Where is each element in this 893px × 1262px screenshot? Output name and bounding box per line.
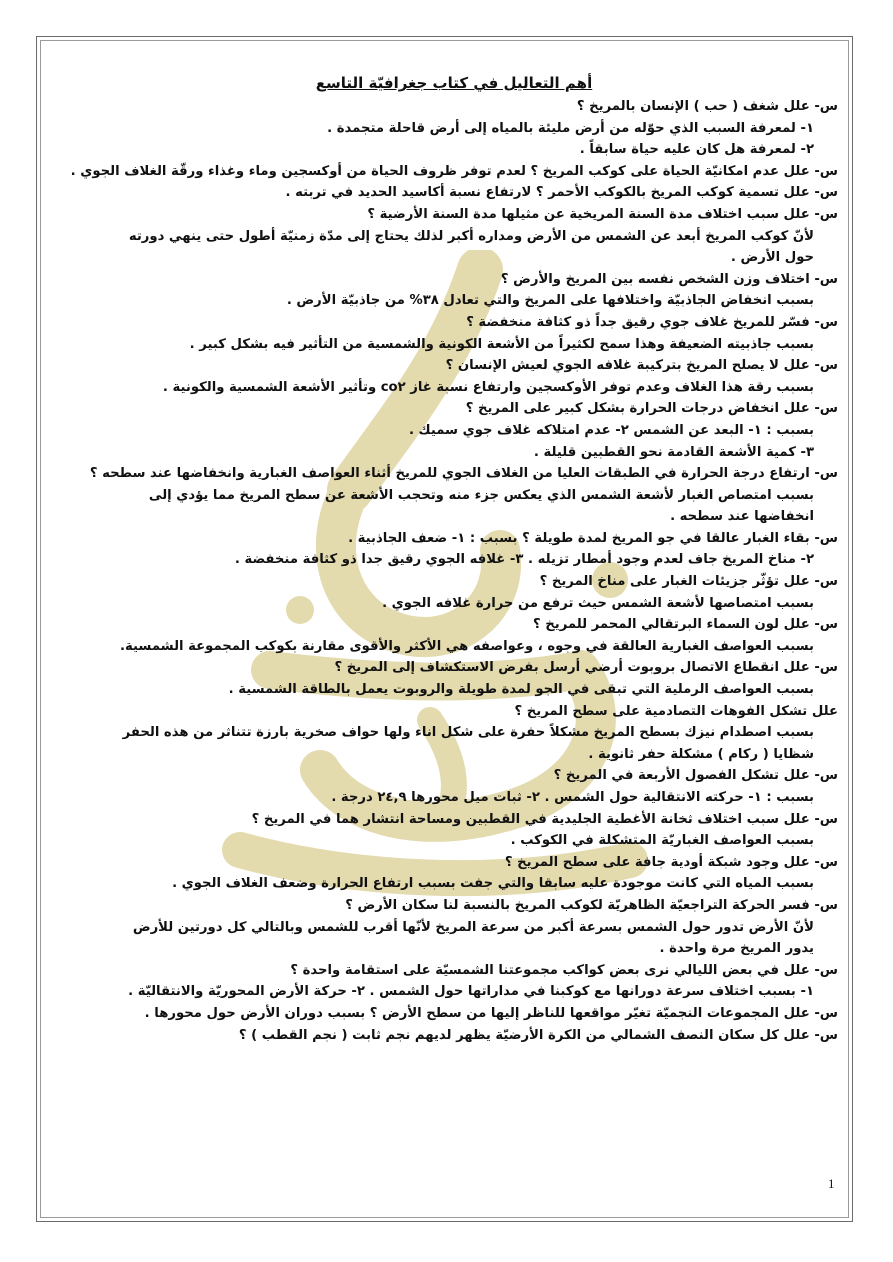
answer-line: بسبب امتصاصها لأشعة الشمس حيث ترفع من حرارة غلافه الجوي . — [382, 595, 814, 611]
answer-line: بسبب انخفاض الجاذبيّة واختلافها على المريخ والتي تعادل ٣٨% من جاذبيّة الأرض . — [286, 293, 814, 309]
question-line: س- علل كل سكان النصف الشمالي من الكرة الأرضيّة يظهر لديهم نجم ثابت ( نجم القطب ) ؟ — [238, 1027, 838, 1043]
answer-line: لأنّ الأرض تدور حول الشمس بسرعة أكبر من سرعة المريخ لأنّها أقرب للشمس وبالتالي كل دورتين للأرض — [132, 919, 814, 935]
answer-line: ٣- كمية الأشعة القادمة نحو القطبين قليلة . — [533, 444, 814, 460]
answer-line: حول الأرض . — [730, 250, 814, 266]
answer-line: ١- لمعرفة السبب الذي حوّله من أرض مليئة بالمياه إلى أرض قاحلة متجمدة . — [327, 120, 814, 136]
question-line: علل تشكل الفوهات التصادمية على سطح المريخ ؟ — [514, 703, 838, 719]
answer-line: بسبب اصطدام نيزك بسطح المريخ مشكلاً حفرة على شكل اناء ولها حواف صخرية بارزة تتناثر من هذه الحفر — [122, 725, 814, 741]
question-line: س- علل المجموعات النجميّة تغيّر مواقعها للناظر إليها من سطح الأرض ؟ بسبب دوران الأرض حول محورها . — [144, 1005, 838, 1021]
answer-line: بسبب المياه التي كانت موجودة عليه سابقا والتي جفت بسبب ارتفاع الحرارة وضعف الغلاف الجوي . — [172, 876, 814, 892]
question-line: س- ارتفاع درجة الحرارة في الطبقات العليا من الغلاف الجوي للمريخ أثناء العواصف الغبارية وانخفاضها عند سطحه ؟ — [89, 466, 838, 482]
answer-line: بسبب : ١- حركته الانتقالية حول الشمس . ٢- ثبات ميل محورها ٢٤,٩ درجة . — [331, 790, 814, 805]
question-line: س- علل لون السماء البرتقالي المحمر للمريخ ؟ — [533, 617, 838, 633]
question-line: س- علل تشكل الفصول الأربعة في المريخ ؟ — [553, 768, 838, 784]
question-line: س- علل شغف ( حب ) الإنسان بالمريخ ؟ — [576, 99, 838, 114]
question-line: س- علل سبب اختلاف مدة السنة المريخية عن مثيلها مدة السنة الأرضية ؟ — [367, 206, 838, 222]
answer-line: ٢- مناخ المريخ جاف لعدم وجود أمطار تزيله . ٣- غلافه الجوي رقيق جدا ذو كثافة منخفضة . — [234, 552, 814, 568]
page-number: 1 — [828, 1176, 835, 1191]
answer-line: ١- بسبب اختلاف سرعة دورانها مع كوكبنا في مداراتها حول الشمس . ٢- حركة الأرض المحوريّة والانتقاليّة . — [128, 984, 814, 1000]
question-line: س- علل تؤثّر جزيئات الغبار على مناخ المريخ ؟ — [539, 574, 838, 590]
answer-line: بسبب العواصف الغباريّة المتشكلة في الكوكب . — [510, 833, 814, 849]
question-line: س- علل سبب اختلاف ثخانة الأغطية الجليدية في القطبين ومساحة انتشار هما في المريخ ؟ — [251, 811, 838, 827]
question-line: س- علل في بعض الليالي نرى بعض كواكب مجموعتنا الشمسيّة على استقامة واحدة ؟ — [290, 962, 838, 978]
question-line: س- فسّر للمريخ غلاف جوي رقيق جداً ذو كثافة منخفضة ؟ — [466, 314, 838, 330]
answer-line: بسبب رقة هذا الغلاف وعدم توفر الأوكسجين وارتفاع نسبة غاز co٢ وتأثير الأشعة الشمسية والكونية . — [162, 379, 814, 395]
question-line: س- علل انقطاع الاتصال بروبوت أرضي أرسل بفرض الاستكشاف إلى المريخ ؟ — [334, 660, 838, 676]
answer-line: بسبب امتصاص الغبار لأشعة الشمس الذي يعكس جزء منه وتحجب الأشعة عن سطح المريخ مما يؤدي إلى — [148, 487, 814, 503]
answer-line: يدور المريخ مرة واحدة . — [659, 941, 814, 957]
question-line: س- علل لا يصلح المريخ بتركيبة غلافه الجوي لعيش الإنسان ؟ — [445, 358, 838, 374]
question-line: س- اختلاف وزن الشخص نفسه بين المريخ والأرض ؟ — [500, 271, 838, 287]
answer-line: انخفاضها عند سطحه . — [670, 509, 814, 525]
question-line: س- بقاء الغبار عالقا في جو المريخ لمدة طويلة ؟ بسبب : ١- ضعف الجاذبية . — [348, 530, 838, 546]
answer-line: بسبب جاذبيته الضعيفة وهذا سمح لكثيراً من الأشعة الكونية والشمسية من التأثير فيه بشكل كبير . — [189, 336, 814, 352]
question-line: س- فسر الحركة التراجعيّة الظاهريّة لكوكب المريخ بالنسبة لنا سكان الأرض ؟ — [345, 897, 838, 913]
answer-line: لأنّ كوكب المريخ أبعد عن الشمس من الأرض ومداره أكبر لذلك يحتاج إلى مدّة زمنيّة أطول حتى ينهي دورته — [128, 228, 814, 244]
document-body — [70, 72, 838, 1046]
question-line: س- علل وجود شبكة أودية جافة على سطح المريخ ؟ — [504, 854, 838, 870]
question-line: س- علل انخفاض درجات الحرارة بشكل كبير على المريخ ؟ — [465, 401, 838, 417]
answer-line: بسبب العواصف الرملية التي تبقى في الجو لمدة طويلة والروبوت يعمل بالطاقة الشمسية . — [228, 682, 814, 698]
question-line: س- علل عدم امكانيّة الحياة على كوكب المريخ ؟ لعدم توفر ظروف الحياة من أوكسجين وماء وغذاء ورقّة الغلاف الجوي . — [70, 163, 838, 179]
question-line: س- علل تسمية كوكب المريخ بالكوكب الأحمر ؟ لارتفاع نسبة أكاسيد الحديد في تربته . — [285, 185, 838, 201]
answer-line: بسبب العواصف الغبارية العالقة في وجوه ، وعواصفه هي الأكثر والأقوى مقارنة بكوكب المجموعة الشمسية. — [120, 638, 814, 654]
qa-list — [70, 96, 838, 1046]
answer-line: بسبب : ١- البعد عن الشمس ٢- عدم امتلاكه غلاف جوي سميك . — [408, 422, 814, 438]
answer-line: شظايا ( ركام ) مشكلة حفر ثانوية . — [588, 746, 814, 762]
document-title: أهم التعاليل في كتاب جغرافيّة التاسع — [315, 74, 593, 92]
answer-line: ٢- لمعرفة هل كان عليه حياة سابقاً . — [579, 142, 814, 158]
